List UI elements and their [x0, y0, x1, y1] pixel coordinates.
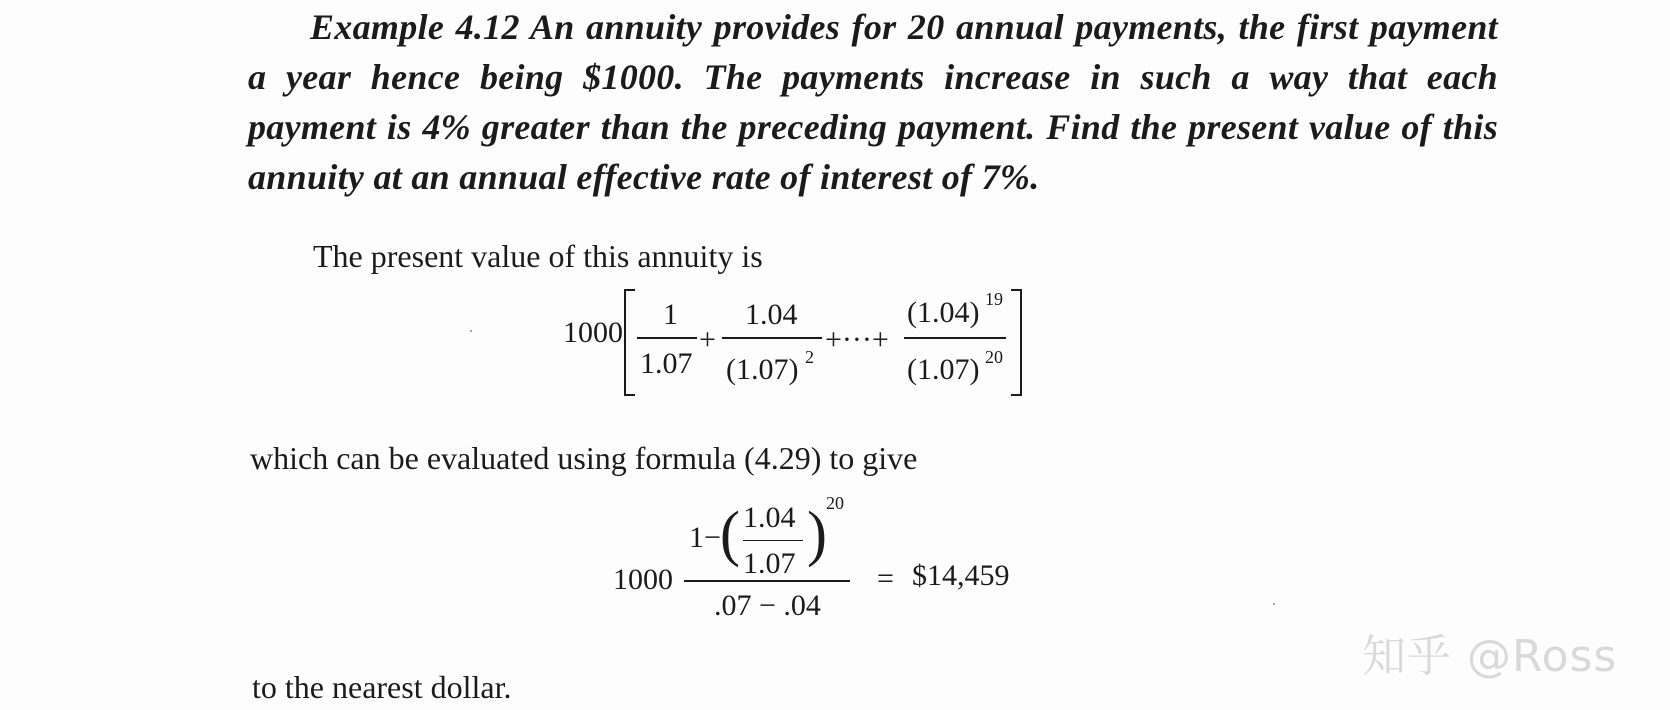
eq1-term3-den-exponent: 20: [985, 347, 1003, 367]
eq1-right-bracket: [1011, 289, 1022, 396]
eq2-denominator: .07 − .04: [714, 589, 821, 622]
eq2-one-minus: 1−: [689, 521, 721, 554]
eq2-coefficient: 1000: [613, 563, 673, 596]
eq1-term2-exponent: 2: [805, 347, 814, 367]
eq1-term1-denominator: 1.07: [640, 347, 693, 380]
example-statement: [248, 2, 1498, 202]
eq1-term2-denominator: (1.07): [726, 353, 799, 386]
eq2-equals: =: [877, 562, 894, 595]
eq1-ellipsis: +···+: [825, 323, 889, 356]
eq1-term3-denominator: (1.07): [907, 353, 980, 386]
example-label: Example 4.12: [310, 7, 520, 47]
eq1-term3-bar: [904, 337, 1006, 339]
eq2-main-bar: [684, 580, 850, 582]
eq1-plus: +: [699, 323, 716, 356]
paragraph-nearest-dollar: to the nearest dollar.: [252, 669, 512, 705]
eq2-inner-bar: [743, 540, 803, 541]
eq2-exponent: 20: [826, 493, 844, 513]
scan-speck: [470, 330, 472, 332]
eq1-term1-bar: [637, 337, 697, 339]
watermark-logo: 知乎 @Ross: [1362, 631, 1618, 682]
paragraph-present-value: The present value of this annuity is: [313, 238, 763, 274]
eq1-term3-numerator: (1.04): [907, 296, 980, 329]
eq2-right-paren: ): [807, 498, 827, 568]
eq1-term2-bar: [722, 337, 822, 339]
eq1-term3-num-exponent: 19: [985, 289, 1003, 309]
scan-speck: [1273, 603, 1275, 605]
eq1-term2-numerator: 1.04: [745, 298, 798, 331]
eq2-inner-denominator: 1.07: [743, 547, 796, 580]
paragraph-formula-reference: which can be evaluated using formula (4.29) to give: [250, 440, 918, 476]
eq1-left-bracket: [624, 289, 635, 396]
eq1-coefficient: 1000: [563, 316, 623, 349]
eq2-left-paren: (: [720, 498, 740, 568]
eq1-term1-numerator: 1: [663, 298, 678, 331]
eq2-inner-numerator: 1.04: [743, 501, 796, 534]
example-text: An annuity provides for 20 annual payments, the first payment a year hence being $1000. The payments increase in such a way that each payment is 4% greater than the preceding payment. Find the present value of this annuity at an annual effective rate of interest of 7%.: [248, 7, 1498, 197]
eq2-result: $14,459: [912, 559, 1010, 592]
